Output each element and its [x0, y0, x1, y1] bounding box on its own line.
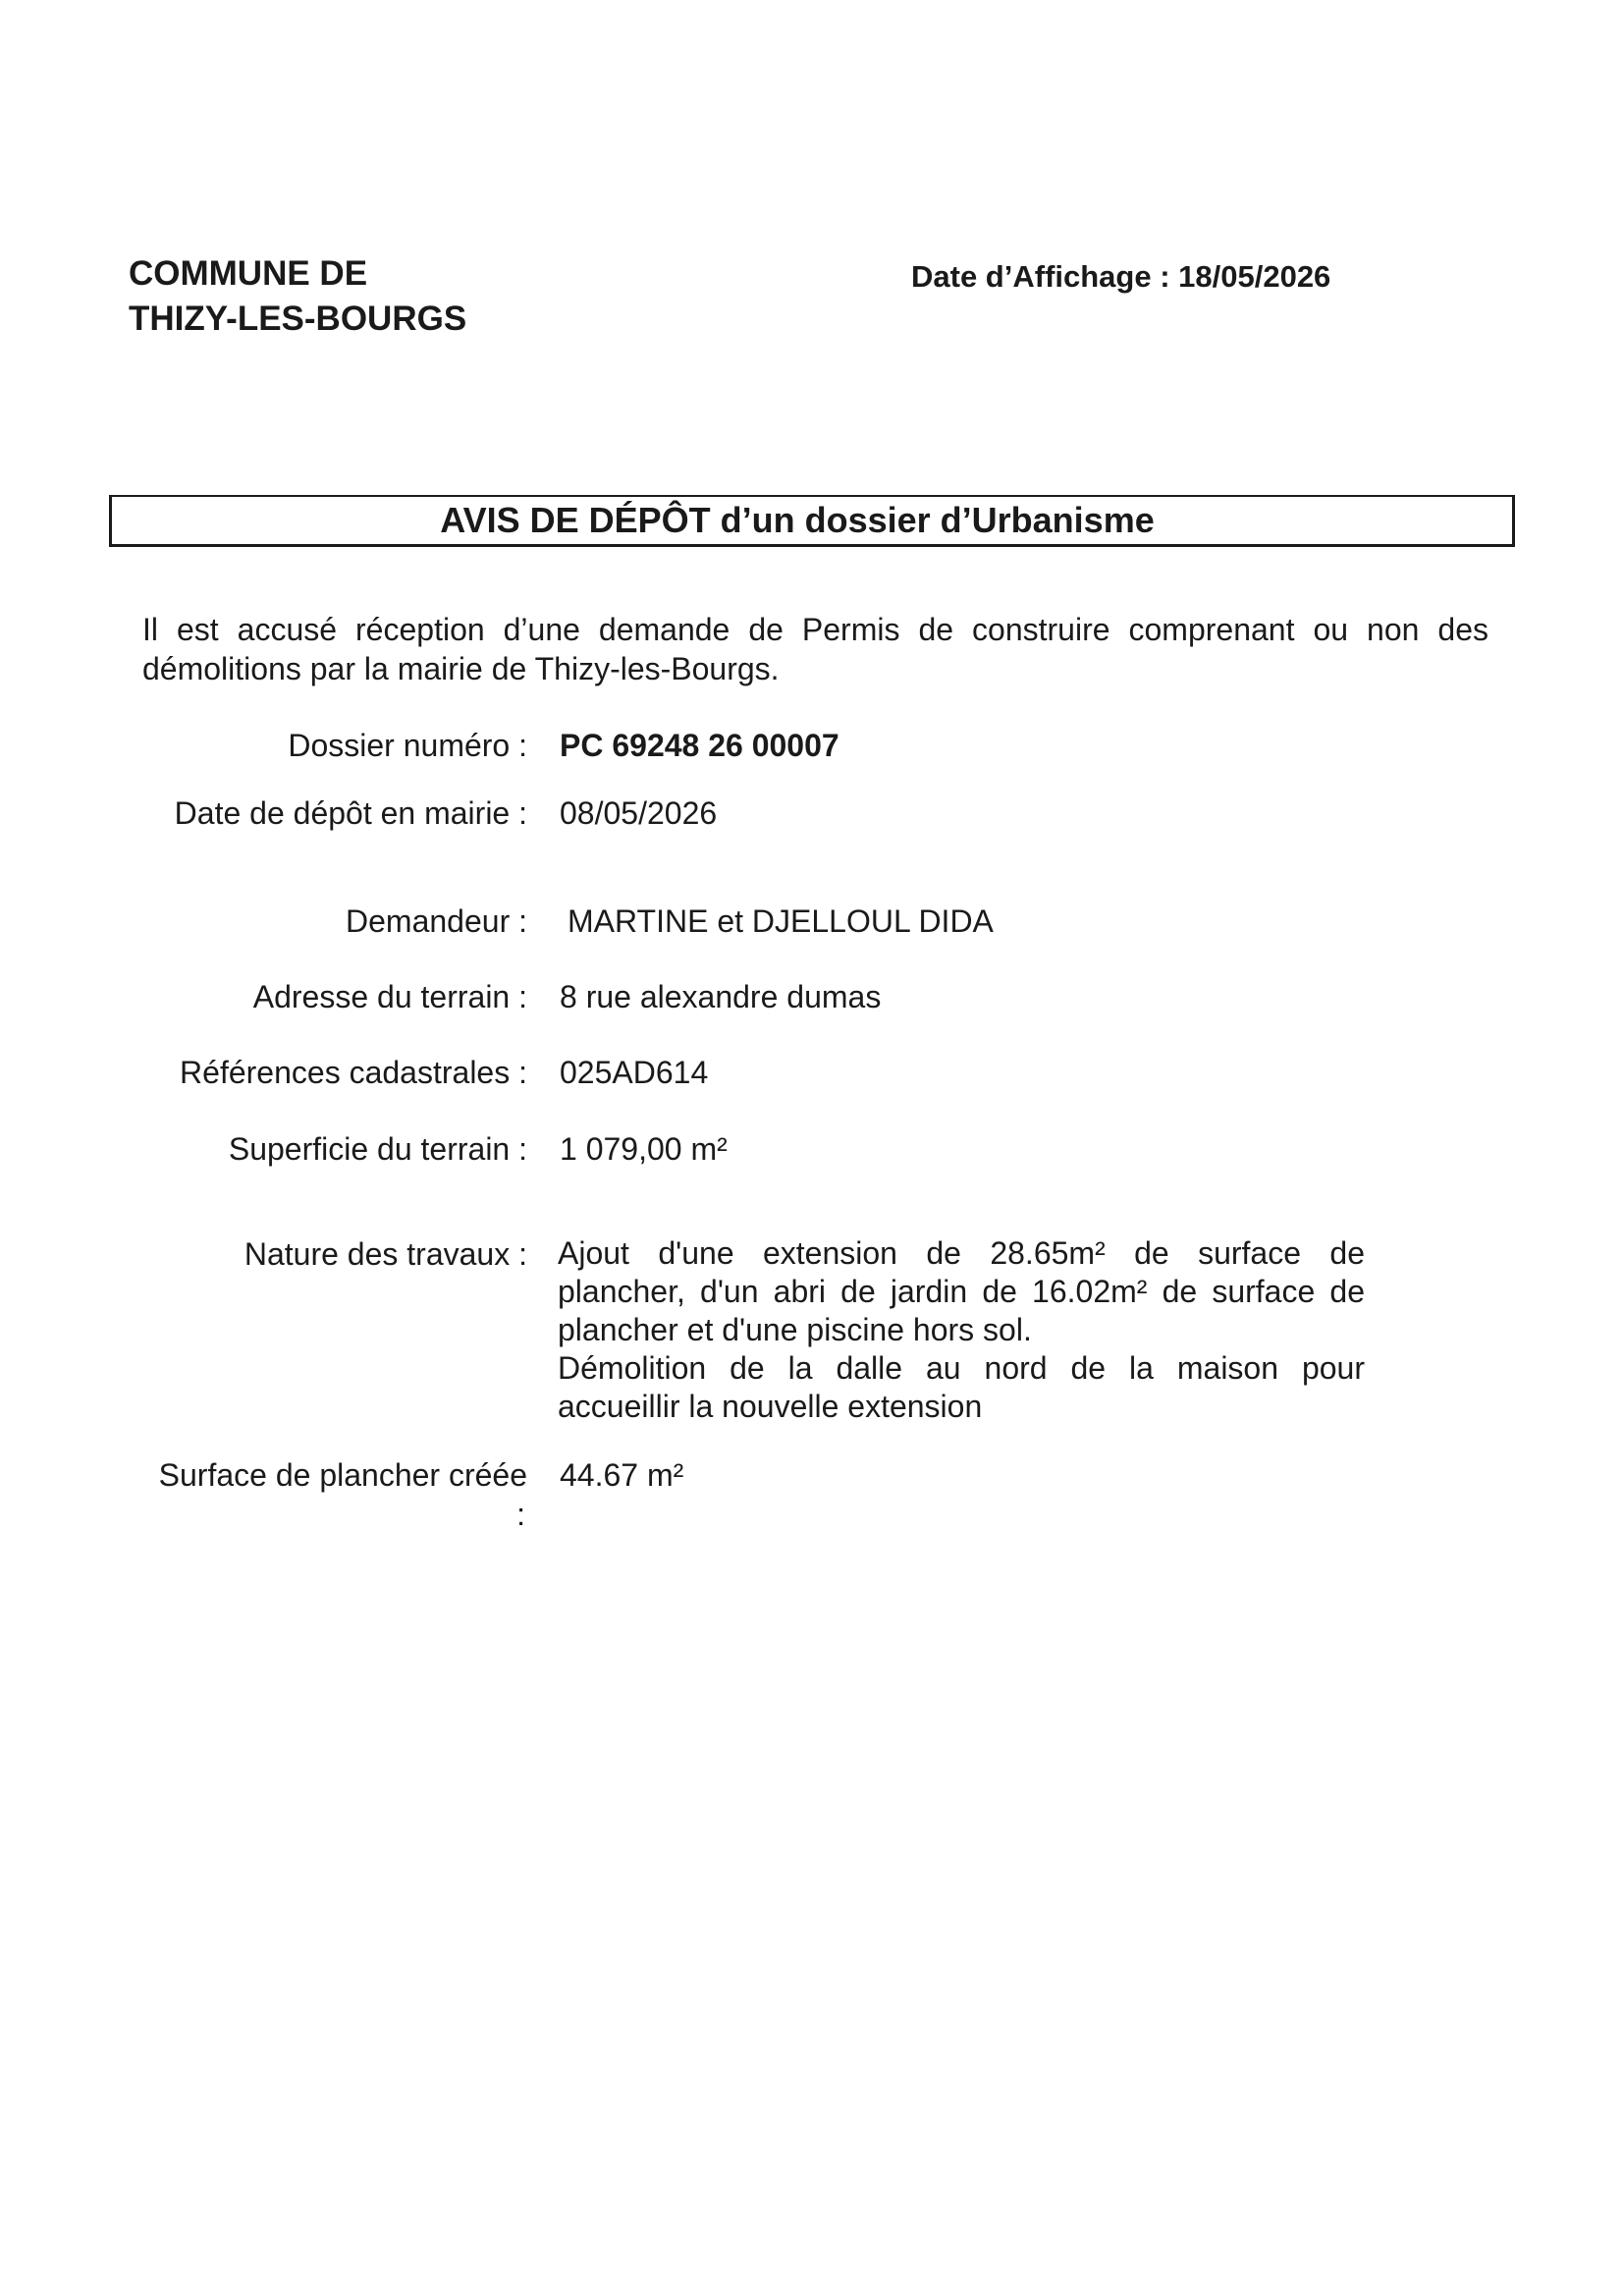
- nature-line-4: Démolition de la dalle au nord de la maison pour: [558, 1350, 1365, 1386]
- intro-line-1: Il est accusé réception d’une demande de Permis de construire comprenant ou non des: [142, 612, 1488, 647]
- date-depot-value: 08/05/2026: [560, 795, 718, 831]
- demandeur-label: Demandeur :: [346, 903, 527, 939]
- dossier-value: PC 69248 26 00007: [560, 728, 839, 763]
- title-box: [109, 495, 1515, 547]
- superficie-value: 1 079,00 m²: [560, 1131, 728, 1167]
- surface-value: 44.67 m²: [560, 1457, 684, 1493]
- superficie-label: Superficie du terrain :: [228, 1131, 527, 1167]
- intro-paragraph: [142, 610, 1488, 688]
- adresse-label: Adresse du terrain :: [252, 979, 527, 1014]
- demandeur-value: MARTINE et DJELLOUL DIDA: [568, 903, 994, 939]
- commune-name: [129, 251, 466, 342]
- nature-value: [558, 1234, 1365, 1426]
- surface-label-line-2: :: [516, 1497, 525, 1532]
- date-depot-label: Date de dépôt en mairie :: [174, 795, 527, 831]
- adresse-value: 8 rue alexandre dumas: [560, 979, 882, 1014]
- nature-line-1: Ajout d'une extension de 28.65m² de surface de: [558, 1235, 1365, 1271]
- references-label: Références cadastrales :: [180, 1055, 527, 1090]
- dossier-label: Dossier numéro :: [288, 728, 527, 763]
- document-title: AVIS DE DÉPÔT d’un dossier d’Urbanisme: [440, 500, 1155, 540]
- intro-line-2: démolitions par la mairie de Thizy-les-Bourgs.: [142, 651, 780, 686]
- nature-line-3: plancher et d'une piscine hors sol.: [558, 1312, 1032, 1347]
- surface-label: [137, 1455, 527, 1534]
- references-value: 025AD614: [560, 1055, 709, 1090]
- nature-line-2: plancher, d'un abri de jardin de 16.02m² de surface de: [558, 1274, 1365, 1309]
- nature-line-5: accueillir la nouvelle extension: [558, 1389, 983, 1424]
- nature-label: Nature des travaux :: [243, 1236, 527, 1272]
- commune-line-1: COMMUNE DE: [129, 254, 368, 293]
- surface-label-line-1: Surface de plancher créée: [158, 1457, 527, 1493]
- commune-line-2: THIZY-LES-BOURGS: [129, 300, 467, 338]
- date-affichage: Date d’Affichage : 18/05/2026: [911, 259, 1331, 294]
